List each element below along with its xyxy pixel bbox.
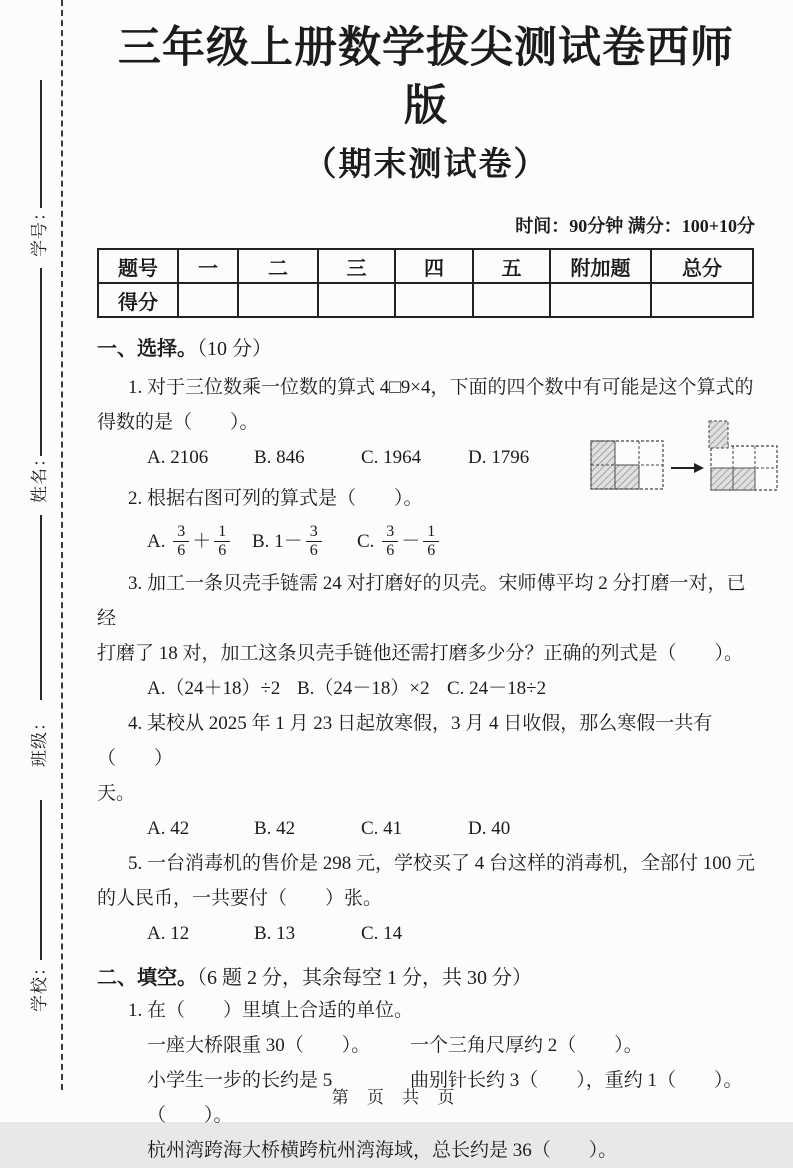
class-label: 班级：: [30, 713, 49, 767]
score-cell: [473, 283, 550, 317]
option: D. 1796: [468, 447, 530, 468]
option: C. 14: [361, 923, 403, 944]
q1-options: [97, 440, 755, 475]
section1-heading: [97, 334, 755, 364]
score-col-2: 二: [238, 249, 318, 283]
option: B. 42: [254, 818, 296, 839]
score-col-1: 一: [178, 249, 238, 283]
fraction: $\frac{1}{6}$: [423, 523, 439, 560]
option: [147, 523, 252, 560]
question-text: 3. 加工一条贝壳手链需 24 对打磨好的贝壳。宋师傅平均 2 分打磨一对，已经: [97, 573, 746, 629]
q4-options: [97, 811, 755, 846]
option: A. 12: [147, 923, 190, 944]
option-label: C.: [357, 530, 375, 552]
option: [252, 523, 357, 560]
section2-heading: [97, 963, 755, 993]
fill-row-3: 杭州湾跨海大桥横跨杭州湾海域，总长约是 36（ ）。: [147, 1140, 618, 1161]
option: B. 13: [254, 923, 296, 944]
student-number-line: [40, 80, 42, 208]
question-text: 天。: [97, 783, 136, 804]
student-number-label: 学号：: [30, 203, 49, 257]
score-cell: [550, 283, 651, 317]
option: A. 42: [147, 818, 190, 839]
q3-options: [97, 671, 755, 706]
question-text: 1. 对于三位数乘一位数的算式 4□9×4，下面的四个数中有可能是这个算式的: [128, 377, 754, 398]
fill-blank-item: 曲别针长约 3（ ），重约 1（ ）。: [410, 1070, 743, 1091]
name-label: 姓名：: [30, 449, 49, 503]
question-text: 4. 某校从 2025 年 1 月 23 日起放寒假，3 月 4 日收假，那么寒假一共有（ ）: [97, 713, 713, 769]
question-3: [97, 566, 755, 706]
fill-blank-item: 一座大桥限重 30（ ）。: [147, 1035, 371, 1056]
exam-time-score-meta: 时间：90分钟 满分：100+10分: [515, 216, 755, 236]
operator: －: [401, 530, 421, 552]
fraction: $\frac{1}{6}$: [214, 523, 230, 560]
score-col-4: 四: [395, 249, 473, 283]
score-table: [97, 248, 754, 318]
option-label: A.: [147, 530, 166, 552]
question-2: [97, 481, 755, 566]
option: C. 41: [361, 818, 403, 839]
fill-question-1: 1. 在（ ）里填上合适的单位。: [128, 1000, 414, 1021]
question-4: [97, 706, 755, 846]
score-cell: [178, 283, 238, 317]
score-col-bonus: 附加题: [550, 249, 651, 283]
score-col-label: 题号: [98, 249, 178, 283]
operator: ＋: [192, 530, 212, 552]
fraction: $\frac{3}{6}$: [306, 523, 322, 560]
question-text: 2. 根据右图可列的算式是（ ）。: [128, 488, 423, 509]
section1-heading-points: （10 分）: [197, 338, 272, 360]
score-col-3: 三: [318, 249, 395, 283]
option: C. 24－18÷2: [447, 678, 547, 699]
question-5: [97, 846, 755, 951]
question-text: 5. 一台消毒机的售价是 298 元，学校买了 4 台这样的消毒机，全部付 100 元: [128, 853, 756, 874]
score-row-label: 得分: [98, 283, 178, 317]
q2-options: [97, 516, 755, 566]
option: [357, 523, 462, 560]
option: A. 2106: [147, 447, 209, 468]
score-col-total: 总分: [651, 249, 753, 283]
score-col-5: 五: [473, 249, 550, 283]
school-line: [40, 800, 42, 960]
exam-title: 三年级上册数学拔尖测试卷西师版: [118, 25, 734, 130]
fill-row-1: [97, 1028, 755, 1063]
section2-heading-points: （6 题 2 分，其余每空 1 分，共 30 分）: [197, 967, 532, 989]
score-cell: [395, 283, 473, 317]
exam-subtitle: （期末测试卷）: [303, 147, 549, 183]
fraction: $\frac{3}{6}$: [173, 523, 189, 560]
section2-heading-title: 二、填空。: [97, 967, 197, 989]
option: B. 846: [254, 447, 305, 468]
q5-options: [97, 916, 755, 951]
question-text: 得数的是（ ）。: [97, 412, 259, 433]
footer-page-label: 第 页 共 页: [331, 1088, 462, 1107]
score-cell: [651, 283, 753, 317]
question-text: 打磨了 18 对，加工这条贝壳手链他还需打磨多少分？正确的列式是（ ）。: [97, 643, 744, 664]
option: D. 40: [468, 818, 511, 839]
option-label: B.: [252, 530, 270, 552]
school-label: 学校：: [30, 958, 49, 1012]
exam-content: [97, 0, 755, 1168]
fill-blank-item: 小学生一步的长约是 5（ ）。: [147, 1070, 333, 1126]
question-1: [97, 370, 755, 475]
score-table-header-row: [98, 249, 753, 283]
score-cell: [318, 283, 395, 317]
option: A.（24＋18）÷2: [147, 678, 281, 699]
class-line: [40, 515, 42, 700]
fill-blank-item: 一个三角尺厚约 2（ ）。: [410, 1035, 643, 1056]
section1-heading-title: 一、选择。: [97, 338, 197, 360]
operand: 1－: [274, 530, 303, 552]
option: C. 1964: [361, 447, 422, 468]
binding-dashed-line: [61, 0, 63, 1090]
score-cell: [238, 283, 318, 317]
fraction: $\frac{3}{6}$: [382, 523, 398, 560]
question-text: 的人民币，一共要付（ ）张。: [97, 888, 383, 909]
name-line: [40, 268, 42, 456]
option: B.（24－18）×2: [297, 678, 430, 699]
score-table-score-row: [98, 283, 753, 317]
